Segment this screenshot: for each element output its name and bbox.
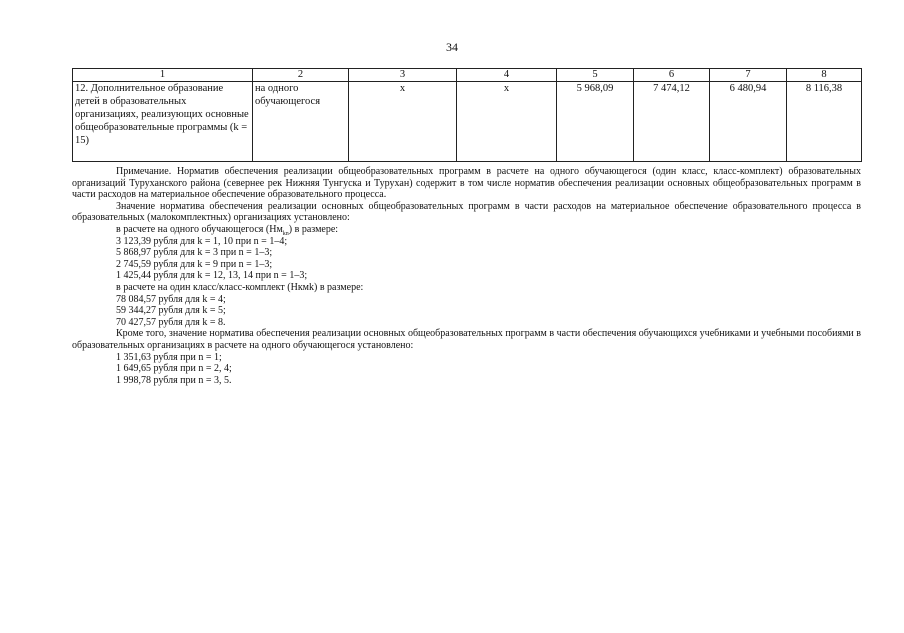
value-cell: 5 968,09 xyxy=(557,82,634,162)
table-cell: х xyxy=(349,82,457,162)
column-header: 2 xyxy=(253,69,349,82)
table-header-row xyxy=(73,69,862,82)
list-item: 1 649,65 рубля при n = 2, 4; xyxy=(116,363,232,375)
column-header: 4 xyxy=(457,69,557,82)
list-item: 2 745,59 рубля для k = 9 при n = 1–3; xyxy=(116,258,273,270)
table-row xyxy=(73,82,862,162)
notes-section xyxy=(72,166,861,386)
table-cell: х xyxy=(457,82,557,162)
page-number: 34 xyxy=(446,40,458,54)
value-cell: 7 474,12 xyxy=(634,82,710,162)
list-item: 3 123,39 рубля для k = 1, 10 при n = 1–4; xyxy=(116,235,288,247)
note-paragraph: Примечание. Норматив обеспечения реализации общеобразовательных программ в расчете на одного обучающегося (один класс, класс-комплект) образовательных организаций Туруханского района (севернее рек Нижняя Тунгуска и Турухан) содержит в том числе норматив обеспечения реализации основных общеобразовательных программ в части расходов на материальное обеспечение образовательного процесса. xyxy=(72,166,861,201)
note-paragraph: Значение норматива обеспечения реализации основных общеобразовательных программ в части расходов на материальное обеспечение образовательного процесса в образовательных (малокомплектных) организациях установлено: xyxy=(72,200,861,224)
per-class-heading: в расчете на один класс/класс-комплект (Нкмk) в размере: xyxy=(116,281,364,293)
note-paragraph: Кроме того, значение норматива обеспечения реализации основных общеобразовательных программ в части обеспечения обучающихся учебниками и учебными пособиями в образовательных организациях в расчете на одного обучающегося установлено: xyxy=(72,328,861,351)
per-student-suffix: ) в размере: xyxy=(288,223,339,235)
column-header: 5 xyxy=(557,69,634,82)
list-item: 1 351,63 рубля при n = 1; xyxy=(116,351,222,363)
per-student-subscript: kn xyxy=(282,230,289,237)
column-header: 7 xyxy=(710,69,787,82)
value-cell: 8 116,38 xyxy=(787,82,862,162)
unit-cell: на одного обучающегося xyxy=(253,82,349,162)
row-name-cell: 12. Дополнительное образование детей в образовательных организациях, реализующих основные общеобразовательные программы (k = 15) xyxy=(73,82,253,162)
norms-table xyxy=(72,68,862,162)
column-header: 3 xyxy=(349,69,457,82)
list-item: 78 084,57 рубля для k = 4; xyxy=(116,293,226,305)
column-header: 1 xyxy=(73,69,253,82)
list-item: 1 425,44 рубля для k = 12, 13, 14 при n = 1–3; xyxy=(116,270,308,282)
per-student-heading xyxy=(72,224,861,236)
per-student-prefix: в расчете на одного обучающегося (Нм xyxy=(116,223,283,235)
list-item: 1 998,78 рубля при n = 3, 5. xyxy=(116,374,232,386)
value-cell: 6 480,94 xyxy=(710,82,787,162)
column-header: 8 xyxy=(787,69,862,82)
list-item: 5 868,97 рубля для k = 3 при n = 1–3; xyxy=(116,247,273,259)
list-item: 59 344,27 рубля для k = 5; xyxy=(116,305,226,317)
list-item: 70 427,57 рубля для k = 8. xyxy=(116,316,226,328)
column-header: 6 xyxy=(634,69,710,82)
